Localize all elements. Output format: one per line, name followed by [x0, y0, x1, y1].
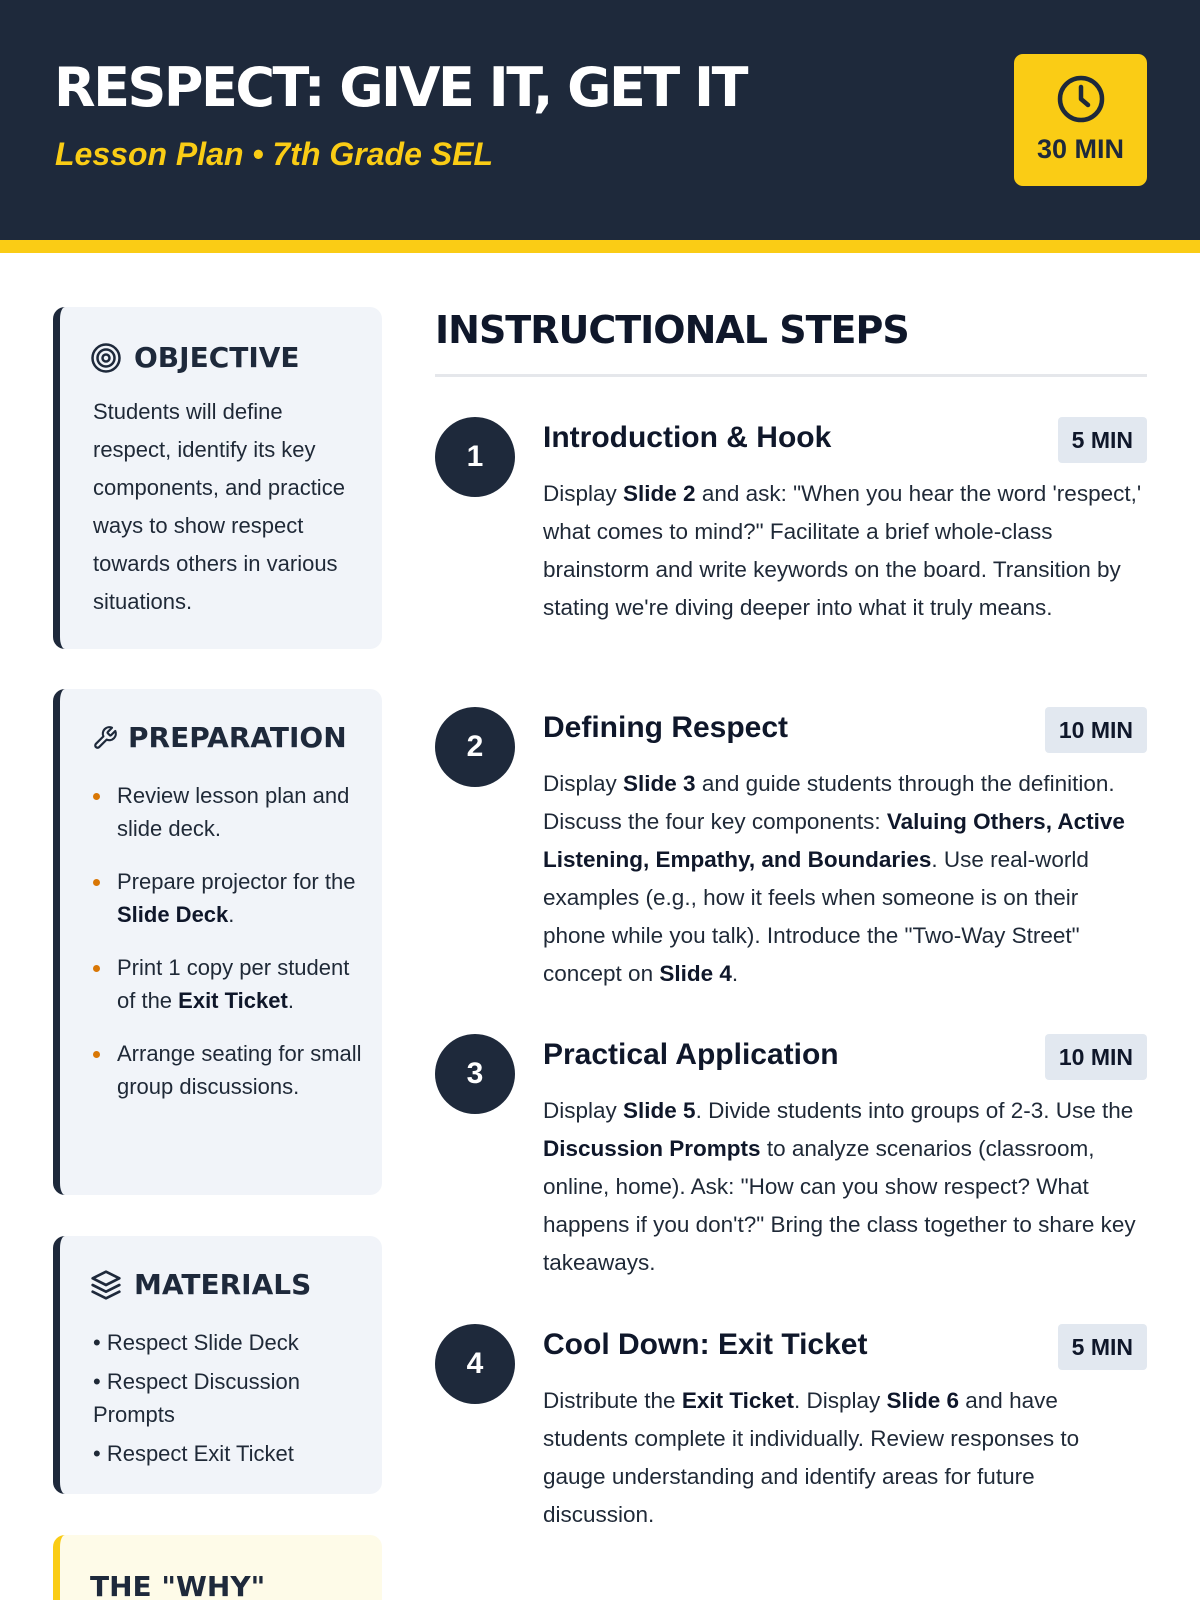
- step-number: 4: [435, 1324, 515, 1404]
- preparation-item: Prepare projector for the Slide Deck.: [93, 865, 363, 931]
- step-body: Display Slide 2 and ask: "When you hear the word 'respect,' what comes to mind?" Facilitate a brief whole-class brainstorm and write keywords on the board. Transition by stating we're diving deeper into what it truly means.: [543, 481, 1142, 620]
- step-number: 2: [435, 707, 515, 787]
- materials-card: [53, 1236, 382, 1494]
- header-accent-stripe: [0, 240, 1200, 253]
- preparation-card: [53, 689, 382, 1195]
- page-subtitle: Lesson Plan • 7th Grade SEL: [55, 136, 493, 172]
- preparation-item: Review lesson plan and slide deck.: [93, 779, 363, 845]
- total-duration-badge: [1014, 54, 1147, 186]
- step-title: Cool Down: Exit Ticket: [543, 1328, 868, 1361]
- step-body: Distribute the Exit Ticket. Display Slide 6 and have students complete it individually. Review responses to gauge understanding and identify areas for future discussion.: [543, 1388, 1080, 1527]
- materials-list: [93, 1326, 363, 1476]
- step-duration-badge: 5 MIN: [1058, 1324, 1147, 1370]
- step-title: Practical Application: [543, 1038, 839, 1071]
- step-title: Defining Respect: [543, 711, 789, 744]
- preparation-item: Arrange seating for small group discussions.: [93, 1037, 363, 1103]
- materials-item: • Respect Slide Deck: [93, 1330, 299, 1355]
- materials-heading: MATERIALS: [134, 1268, 312, 1301]
- step-number: 1: [435, 417, 515, 497]
- page-title: RESPECT: GIVE IT, GET IT: [54, 56, 746, 119]
- steps-title: INSTRUCTIONAL STEPS: [435, 308, 909, 352]
- step-duration-badge: 10 MIN: [1045, 1034, 1147, 1080]
- objective-text: Students will define respect, identify its key components, and practice ways to show respect towards others in various situations.: [93, 399, 345, 614]
- materials-heading-row: [90, 1268, 311, 1301]
- clock-icon: [1056, 74, 1106, 124]
- why-heading: THE "WHY": [90, 1570, 266, 1600]
- layers-icon: [90, 1269, 122, 1301]
- step-duration-badge: 5 MIN: [1058, 417, 1147, 463]
- objective-card: [53, 307, 382, 649]
- step-title: Introduction & Hook: [543, 421, 832, 454]
- objective-heading: OBJECTIVE: [134, 341, 300, 374]
- preparation-heading-row: [90, 721, 347, 754]
- materials-item: • Respect Exit Ticket: [93, 1441, 294, 1466]
- wrench-icon: [92, 725, 118, 751]
- step-body: Display Slide 5. Divide students into groups of 2-3. Use the Discussion Prompts to analyze scenarios (classroom, online, home). Ask: "How can you show respect? What happens if you don't?" Bring the class together to share key takeaways.: [543, 1098, 1136, 1275]
- page-header: [0, 0, 1200, 240]
- step-duration-badge: 10 MIN: [1045, 707, 1147, 753]
- materials-item: • Respect Discussion Prompts: [93, 1369, 301, 1427]
- target-icon: [90, 342, 122, 374]
- step-body: Display Slide 3 and guide students through the definition. Discuss the four key components: Valuing Others, Active Listening, Empathy, and Boundaries. Use real-world examples (e.g., how it feels when someone is on their phone while you talk). Introduce the "Two-Way Street" concept on Slide 4.: [543, 771, 1125, 986]
- total-duration-text: 30 MIN: [1036, 134, 1125, 164]
- steps-divider: [435, 374, 1147, 377]
- step-number: 3: [435, 1034, 515, 1114]
- preparation-list: [93, 779, 363, 1123]
- objective-heading-row: [90, 341, 300, 374]
- preparation-heading: PREPARATION: [128, 721, 347, 754]
- why-card: [53, 1535, 382, 1600]
- preparation-item: Print 1 copy per student of the Exit Ticket.: [93, 951, 363, 1017]
